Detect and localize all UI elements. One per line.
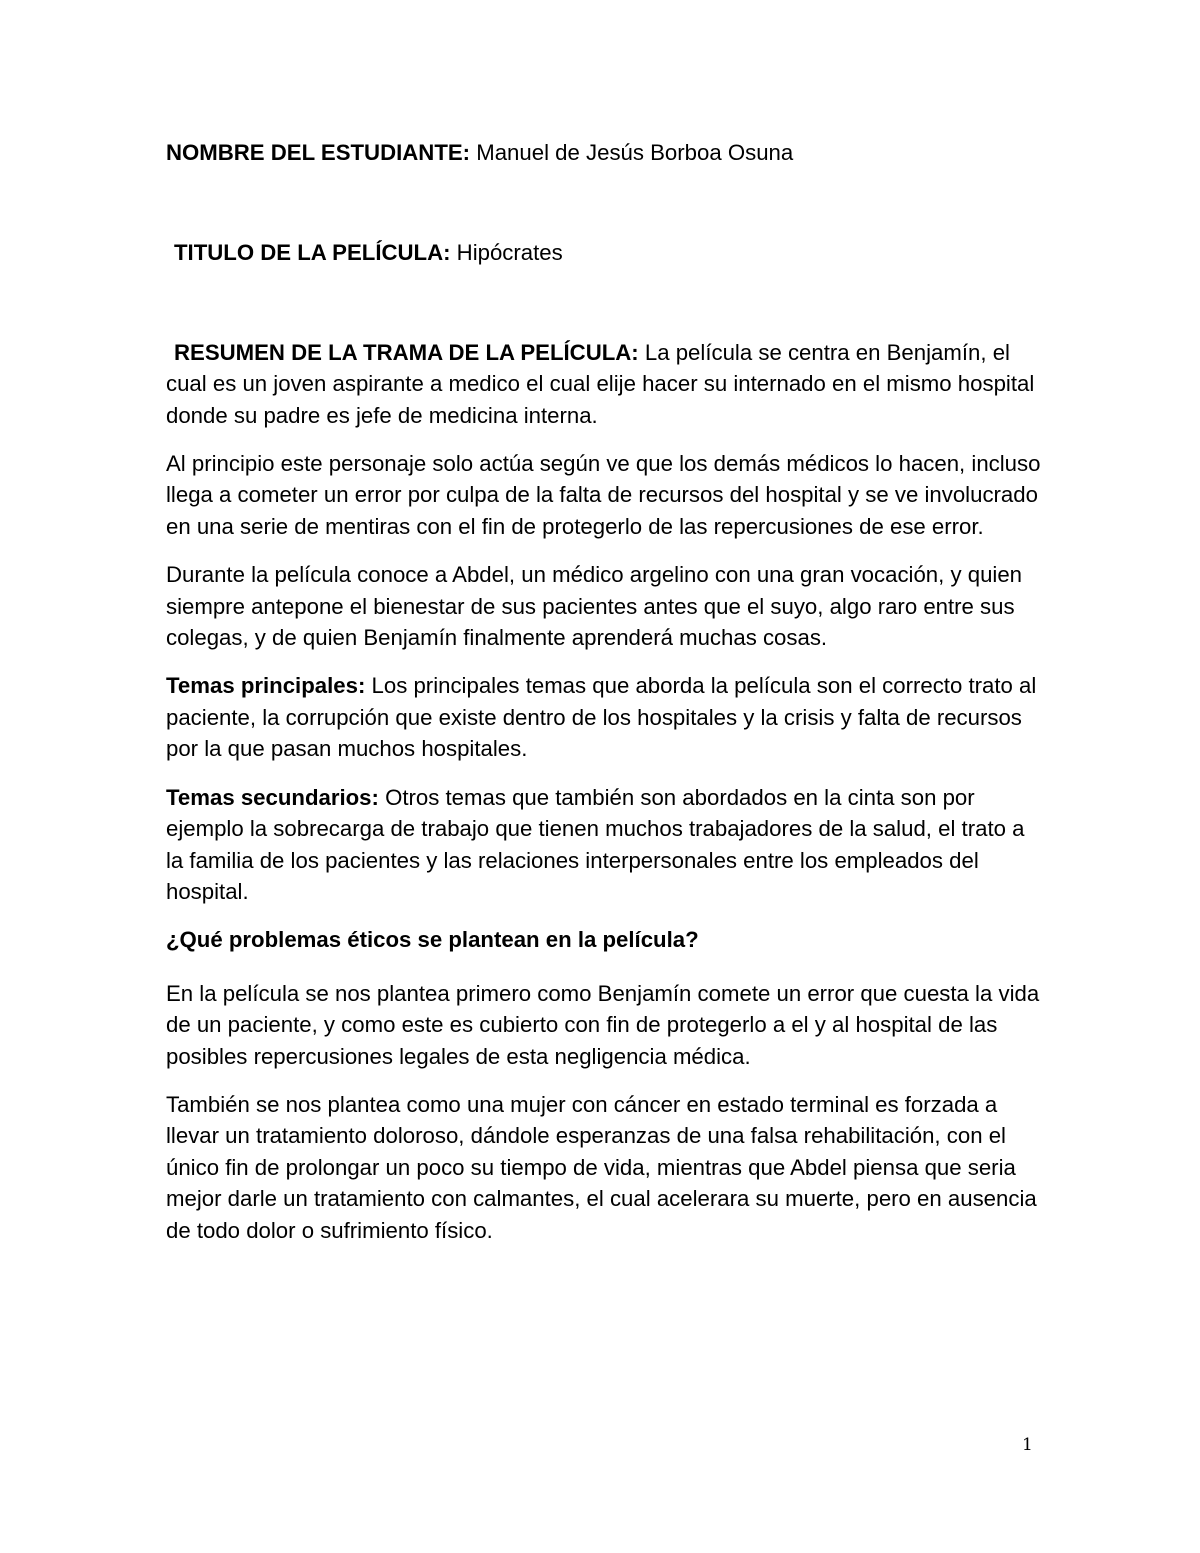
secondary-themes-paragraph [166, 782, 1046, 908]
student-name-value: Manuel de Jesús Borboa Osuna [476, 140, 794, 165]
main-themes-label: Temas principales: [166, 673, 366, 699]
summary-label: RESUMEN DE LA TRAMA DE LA PELÍCULA: [174, 339, 639, 365]
ethics-paragraph-2: También se nos plantea como una mujer con cáncer en estado terminal es forzada a llevar un tratamiento doloroso, dándole esperanzas de una falsa rehabilitación, con el único fin de prolongar un poco su tiempo de vida, mientras que Abdel piensa que seria mejor darle un tratamiento con calmantes, el cual acelerara su muerte, pero en ausencia de todo dolor o sufrimiento físico. [166, 1091, 1037, 1243]
film-title-label: TITULO DE LA PELÍCULA: [174, 240, 451, 266]
main-themes-paragraph [166, 670, 1046, 764]
ethics-question-heading: ¿Qué problemas éticos se plantean en la película? [166, 927, 699, 953]
student-name-label: NOMBRE DEL ESTUDIANTE: [166, 140, 471, 165]
page-number: 1 [1022, 1435, 1033, 1455]
summary-paragraph [166, 337, 1046, 431]
secondary-themes-label: Temas secundarios: [166, 784, 379, 810]
document-body [166, 137, 1046, 1263]
summary-intro: La película se centra en Benjamín, el cual es un joven aspirante a medico el cual elije hacer su internado en el mismo hospital donde su padre es jefe de medicina interna. [166, 339, 1035, 428]
film-title-value: Hipócrates [456, 240, 563, 266]
summary-paragraph-2: Al principio este personaje solo actúa según ve que los demás médicos lo hacen, incluso llega a cometer un error por culpa de la falta de recursos del hospital y se ve involucrado en una serie de mentiras con el fin de protegerlo de las repercusiones de ese error. [166, 451, 1041, 539]
summary-paragraph-3: Durante la película conoce a Abdel, un médico argelino con una gran vocación, y quien siempre antepone el bienestar de sus pacientes antes que el suyo, algo raro entre sus colegas, y de quien Benjamín finalmente aprenderá muchas cosas. [166, 562, 1023, 651]
main-themes-text: Los principales temas que aborda la película son el correcto trato al paciente, la corrupción que existe dentro de los hospitales y la crisis y falta de recursos por la que pasan muchos hospitales. [166, 673, 1037, 762]
ethics-paragraph-1: En la película se nos plantea primero como Benjamín comete un error que cuesta la vida de un paciente, y como este es cubierto con fin de protegerlo a el y al hospital de las posibles repercusiones legales de esta negligencia médica. [166, 980, 1040, 1069]
student-name-line [166, 137, 1046, 168]
secondary-themes-text: Otros temas que también son abordados en la cinta son por ejemplo la sobrecarga de trabajo que tienen muchos trabajadores de la salud, el trato a la familia de los pacientes y las relaciones interpersonales entre los empleados del hospital. [166, 784, 1025, 904]
film-title-line [166, 237, 1046, 268]
